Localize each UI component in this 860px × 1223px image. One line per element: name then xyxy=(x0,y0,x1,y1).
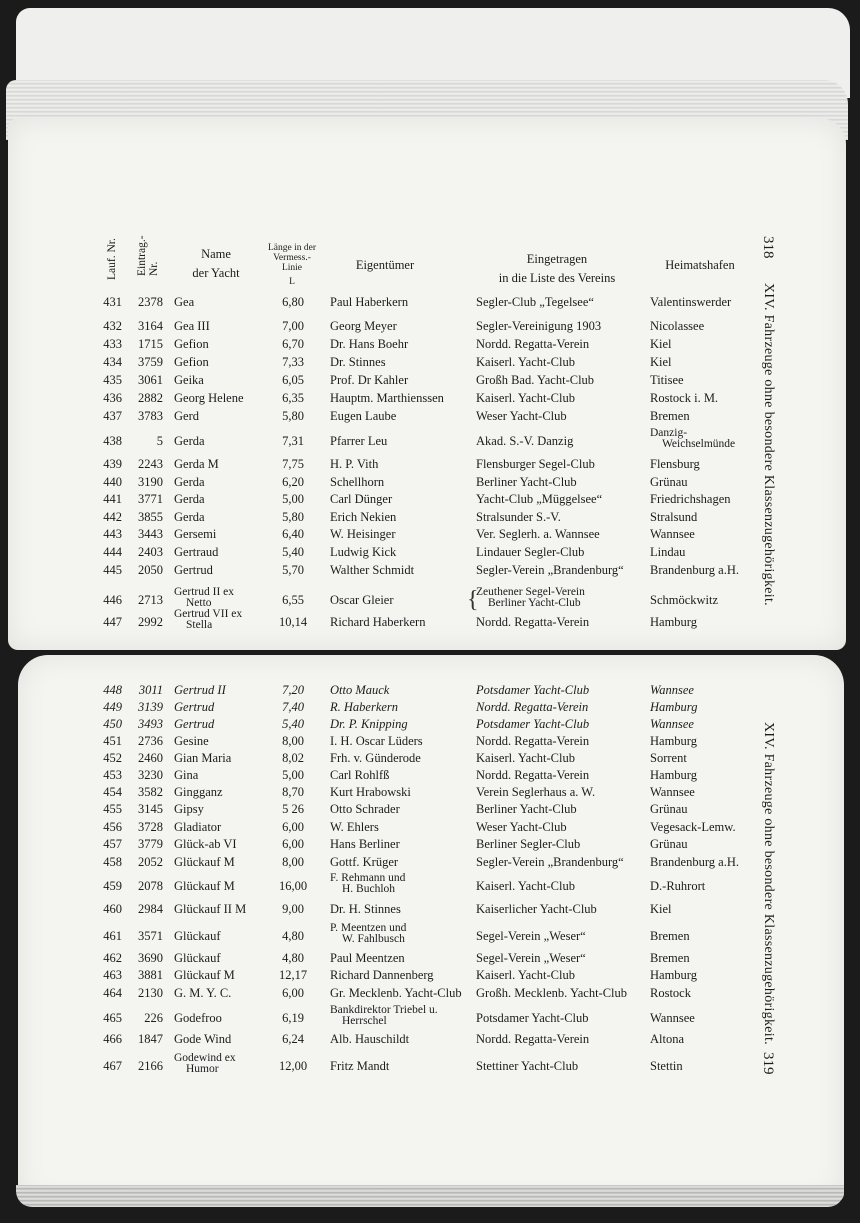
row-owner: Otto Schrader xyxy=(330,802,400,816)
row-lauf-nr: 453 xyxy=(103,768,122,782)
row-home-port: Hamburg xyxy=(650,615,697,629)
row-owner: I. H. Oscar Lüders xyxy=(330,734,423,748)
row-eintrag-nr: 2166 xyxy=(138,1059,163,1073)
header-eigentuemer: Eigentümer xyxy=(355,258,415,272)
row-owner: Eugen Laube xyxy=(330,409,397,423)
row-owner: Dr. H. Stinnes xyxy=(330,902,401,916)
row-lauf-nr: 454 xyxy=(103,785,122,799)
row-lauf-nr: 441 xyxy=(103,492,122,506)
row-length: 9,00 xyxy=(282,902,304,916)
row-length: 8,00 xyxy=(282,855,304,869)
row-eintrag-nr: 3139 xyxy=(138,700,163,714)
row-owner: Hauptm. Marthienssen xyxy=(330,391,444,405)
row-owner: W. Ehlers xyxy=(330,820,379,834)
row-eintrag-nr: 3493 xyxy=(138,717,163,731)
row-lauf-nr: 442 xyxy=(103,510,122,524)
row-yacht-name: Glückauf xyxy=(174,951,221,965)
row-yacht-name: Gertraud xyxy=(174,545,219,559)
row-eintrag-nr: 3230 xyxy=(138,768,163,782)
row-club: Nordd. Regatta-Verein xyxy=(476,615,590,629)
row-club: Nordd. Regatta-Verein xyxy=(476,734,590,748)
row-length: 8,02 xyxy=(282,751,304,765)
row-club: Berliner Segler-Club xyxy=(476,837,581,851)
row-club: Potsdamer Yacht-Club xyxy=(476,717,590,731)
row-length: 12,17 xyxy=(278,968,308,982)
row-lauf-nr: 455 xyxy=(103,802,122,816)
row-owner xyxy=(330,873,405,895)
row-club-line2: Berliner Yacht-Club xyxy=(488,597,581,609)
page-number-319: 319 xyxy=(760,1052,776,1075)
header-name-line1: Name xyxy=(201,247,231,261)
row-owner: Frh. v. Günderode xyxy=(330,751,421,765)
row-owner: Dr. Hans Boehr xyxy=(330,337,409,351)
row-eintrag-nr: 3145 xyxy=(138,802,163,816)
row-yacht-name: Geika xyxy=(174,373,204,387)
row-owner xyxy=(330,923,406,945)
row-yacht-name: Georg Helene xyxy=(174,391,244,405)
row-owner-line1: Bankdirektor Triebel u. xyxy=(330,1004,438,1016)
row-club: Stralsunder S.-V. xyxy=(476,510,561,524)
row-length: 4,80 xyxy=(282,951,304,965)
row-length: 5,00 xyxy=(282,492,304,506)
row-home-port xyxy=(650,428,735,450)
row-lauf-nr: 467 xyxy=(103,1059,122,1073)
row-length: 16,00 xyxy=(278,879,308,893)
row-owner: Dr. Stinnes xyxy=(330,355,386,369)
row-yacht-name: Glückauf II M xyxy=(174,902,247,916)
row-yacht-name: Gipsy xyxy=(174,802,204,816)
row-length: 7,00 xyxy=(282,319,304,333)
row-owner: W. Heisinger xyxy=(330,527,396,541)
row-length: 8,70 xyxy=(282,785,304,799)
row-length: 5,80 xyxy=(282,409,304,423)
row-eintrag-nr: 3759 xyxy=(138,355,163,369)
row-club: Kaiserl. Yacht-Club xyxy=(476,751,575,765)
row-yacht-name-line1: Gertrud II ex xyxy=(174,586,235,598)
row-home-port-line1: Danzig- xyxy=(650,427,688,439)
row-club: Ver. Seglerh. a. Wannsee xyxy=(476,527,600,541)
row-club: Großh Bad. Yacht-Club xyxy=(476,373,595,387)
row-home-port: Kiel xyxy=(650,902,672,916)
row-yacht-name: Gersemi xyxy=(174,527,217,541)
row-eintrag-nr: 2984 xyxy=(138,902,163,916)
row-yacht-name: Glückauf M xyxy=(174,968,235,982)
row-home-port: Stralsund xyxy=(650,510,698,524)
row-length: 6,00 xyxy=(282,837,304,851)
row-yacht-name: Gefion xyxy=(174,355,209,369)
row-owner: Richard Haberkern xyxy=(330,615,426,629)
row-club: Potsdamer Yacht-Club xyxy=(476,683,590,697)
row-eintrag-nr: 1847 xyxy=(138,1032,163,1046)
row-eintrag-nr: 3582 xyxy=(138,785,163,799)
row-yacht-name: Gode Wind xyxy=(174,1032,232,1046)
row-eintrag-nr: 2243 xyxy=(138,457,163,471)
row-eintrag-nr: 3783 xyxy=(138,409,163,423)
row-length: 5,80 xyxy=(282,510,304,524)
row-yacht-name: Gerd xyxy=(174,409,199,423)
row-length: 4,80 xyxy=(282,929,304,943)
row-eintrag-nr: 3855 xyxy=(138,510,163,524)
row-home-port: Kiel xyxy=(650,337,672,351)
row-lauf-nr: 451 xyxy=(103,734,122,748)
row-lauf-nr: 462 xyxy=(103,951,122,965)
row-owner: Gr. Mecklenb. Yacht-Club xyxy=(330,986,462,1000)
row-club: Segler-Verein „Brandenburg“ xyxy=(476,563,624,577)
row-owner-line1: F. Rehmann und xyxy=(330,872,406,884)
row-club-line1: Zeuthener Segel-Verein xyxy=(476,586,585,598)
row-eintrag-nr: 2130 xyxy=(138,986,163,1000)
row-owner: R. Haberkern xyxy=(330,700,399,714)
row-eintrag-nr: 5 xyxy=(156,434,163,448)
row-home-port: Bremen xyxy=(650,929,690,943)
row-home-port: Bremen xyxy=(650,951,690,965)
row-home-port: Friedrichshagen xyxy=(650,492,731,506)
row-owner: Oscar Gleier xyxy=(330,593,394,607)
row-home-port: Hamburg xyxy=(650,700,698,714)
row-yacht-name: Gertrud xyxy=(174,563,213,577)
row-club: Nordd. Regatta-Verein xyxy=(476,768,590,782)
row-length: 6,00 xyxy=(282,820,304,834)
row-eintrag-nr: 3690 xyxy=(138,951,163,965)
row-lauf-nr: 446 xyxy=(103,593,122,607)
header-eingetragen-line1: Eingetragen xyxy=(526,252,588,266)
row-yacht-name: Gefion xyxy=(174,337,209,351)
side-title-top: XIV. Fahrzeuge ohne besondere Klassenzugehörigkeit. xyxy=(761,283,776,606)
row-length: 6,05 xyxy=(282,373,304,387)
row-length: 7,20 xyxy=(282,683,304,697)
row-owner: Ludwig Kick xyxy=(330,545,397,559)
row-club: Großh. Mecklenb. Yacht-Club xyxy=(476,986,628,1000)
header-laenge xyxy=(254,243,330,287)
row-lauf-nr: 459 xyxy=(103,879,122,893)
row-yacht-name: Gertrud II xyxy=(174,683,226,697)
row-lauf-nr: 461 xyxy=(103,929,122,943)
row-lauf-nr: 466 xyxy=(103,1032,122,1046)
row-yacht-name: Gertrud xyxy=(174,717,215,731)
brace-icon: { xyxy=(467,587,479,613)
row-lauf-nr: 431 xyxy=(103,295,122,309)
row-club: Segel-Verein „Weser“ xyxy=(476,951,586,965)
row-length: 6,19 xyxy=(282,1011,304,1025)
row-length: 6,40 xyxy=(282,527,304,541)
row-eintrag-nr: 3443 xyxy=(138,527,163,541)
row-club: Stettiner Yacht-Club xyxy=(476,1059,579,1073)
row-eintrag-nr: 2460 xyxy=(138,751,163,765)
row-yacht-name: Gerda xyxy=(174,492,205,506)
header-laenge-line3: Linie xyxy=(281,263,303,273)
row-eintrag-nr: 3190 xyxy=(138,475,163,489)
row-home-port: Titisee xyxy=(650,373,684,387)
row-home-port: Rostock xyxy=(650,986,691,1000)
row-club: Weser Yacht-Club xyxy=(476,820,567,834)
row-club: Potsdamer Yacht-Club xyxy=(476,1011,589,1025)
row-club: Kaiserl. Yacht-Club xyxy=(476,879,575,893)
row-home-port: Wannsee xyxy=(650,785,695,799)
row-yacht-name: Gea xyxy=(174,295,195,309)
row-owner: Dr. P. Knipping xyxy=(330,717,408,731)
row-owner: Fritz Mandt xyxy=(330,1059,390,1073)
row-home-port: Nicolassee xyxy=(650,319,705,333)
row-yacht-name: Gingganz xyxy=(174,785,223,799)
row-home-port: Wannsee xyxy=(650,527,695,541)
row-lauf-nr: 447 xyxy=(103,615,122,629)
header-name-line2: der Yacht xyxy=(192,266,240,280)
row-eintrag-nr: 2713 xyxy=(138,593,163,607)
row-eintrag-nr: 3164 xyxy=(138,319,163,333)
row-yacht-name: G. M. Y. C. xyxy=(174,986,232,1000)
row-yacht-name-line2: Stella xyxy=(186,619,213,631)
row-lauf-nr: 433 xyxy=(103,337,122,351)
row-home-port: Grünau xyxy=(650,475,688,489)
header-laenge-line1: Länge in der xyxy=(267,243,316,253)
row-length: 6,00 xyxy=(282,986,304,1000)
row-yacht-name-line1: Godewind ex xyxy=(174,1052,236,1064)
row-club: Akad. S.-V. Danzig xyxy=(476,434,574,448)
row-eintrag-nr: 3779 xyxy=(138,837,163,851)
row-owner: Pfarrer Leu xyxy=(330,434,388,448)
row-length: 5,70 xyxy=(282,563,304,577)
row-owner xyxy=(330,1005,438,1027)
row-club: Segel-Verein „Weser“ xyxy=(476,929,586,943)
row-club: Yacht-Club „Müggelsee“ xyxy=(476,492,603,506)
row-yacht-name xyxy=(174,587,234,609)
row-yacht-name-line2: Humor xyxy=(186,1063,219,1075)
row-eintrag-nr: 3881 xyxy=(138,968,163,982)
row-club xyxy=(476,587,585,609)
row-lauf-nr: 438 xyxy=(103,434,122,448)
row-owner: Prof. Dr Kahler xyxy=(330,373,409,387)
header-eingetragen-line2: in die Liste des Vereins xyxy=(498,271,616,285)
row-lauf-nr: 439 xyxy=(103,457,122,471)
row-eintrag-nr: 2403 xyxy=(138,545,163,559)
row-owner: Richard Dannenberg xyxy=(330,968,434,982)
row-eintrag-nr: 2378 xyxy=(138,295,163,309)
row-lauf-nr: 436 xyxy=(103,391,122,405)
row-length: 12,00 xyxy=(278,1059,308,1073)
row-owner: Carl Dünger xyxy=(330,492,393,506)
row-length: 5 26 xyxy=(282,802,304,816)
header-eingetragen xyxy=(472,252,642,286)
row-home-port: Wannsee xyxy=(650,1011,695,1025)
row-yacht-name: Gina xyxy=(174,768,199,782)
row-home-port-line2: Weichselmünde xyxy=(662,438,736,450)
row-home-port: Bremen xyxy=(650,409,690,423)
row-yacht-name: Gerda xyxy=(174,434,205,448)
row-yacht-name-line1: Gertrud VII ex xyxy=(174,608,243,620)
row-club: Flensburger Segel-Club xyxy=(476,457,595,471)
row-owner: Schellhorn xyxy=(330,475,385,489)
row-lauf-nr: 444 xyxy=(103,545,122,559)
row-club: Kaiserl. Yacht-Club xyxy=(476,355,575,369)
row-lauf-nr: 435 xyxy=(103,373,122,387)
row-home-port: Vegesack-Lemw. xyxy=(650,820,736,834)
row-eintrag-nr: 3011 xyxy=(138,683,163,697)
row-eintrag-nr: 2882 xyxy=(138,391,163,405)
header-eintrag: Eintrag.- Nr. xyxy=(136,235,160,276)
row-club: Verein Seglerhaus a. W. xyxy=(476,785,596,799)
row-lauf-nr: 456 xyxy=(103,820,122,834)
row-eintrag-nr: 3571 xyxy=(138,929,163,943)
book-page-stack-bottom xyxy=(16,1185,844,1207)
row-yacht-name xyxy=(174,1053,236,1075)
row-eintrag-nr: 3061 xyxy=(138,373,163,387)
row-length: 6,70 xyxy=(282,337,304,351)
row-club: Lindauer Segler-Club xyxy=(476,545,585,559)
row-owner: Alb. Hauschildt xyxy=(330,1032,410,1046)
row-home-port: Wannsee xyxy=(650,717,694,731)
header-laenge-line4: L xyxy=(289,277,295,287)
row-yacht-name: Glück-ab VI xyxy=(174,837,237,851)
row-club: Berliner Yacht-Club xyxy=(476,475,577,489)
row-owner: Paul Meentzen xyxy=(330,951,405,965)
row-owner: Otto Mauck xyxy=(330,683,390,697)
row-owner: Kurt Hrabowski xyxy=(330,785,411,799)
row-lauf-nr: 449 xyxy=(103,700,122,714)
row-lauf-nr: 463 xyxy=(103,968,122,982)
row-home-port: Lindau xyxy=(650,545,686,559)
row-lauf-nr: 443 xyxy=(103,527,122,541)
row-length: 6,20 xyxy=(282,475,304,489)
row-lauf-nr: 440 xyxy=(103,475,122,489)
row-home-port: Hamburg xyxy=(650,768,697,782)
row-lauf-nr: 450 xyxy=(103,717,122,731)
row-yacht-name: Glückauf M xyxy=(174,855,235,869)
row-home-port: Grünau xyxy=(650,837,688,851)
row-lauf-nr: 460 xyxy=(103,902,122,916)
row-home-port: Valentinswerder xyxy=(650,295,732,309)
row-yacht-name: Gerda xyxy=(174,475,205,489)
row-home-port: Kiel xyxy=(650,355,672,369)
row-lauf-nr: 464 xyxy=(103,986,122,1000)
row-owner: Georg Meyer xyxy=(330,319,397,333)
row-club: Nordd. Regatta-Verein xyxy=(476,1032,590,1046)
row-home-port: Brandenburg a.H. xyxy=(650,563,739,577)
row-home-port: D.-Ruhrort xyxy=(650,879,706,893)
row-club: Segler-Vereinigung 1903 xyxy=(476,319,602,333)
row-lauf-nr: 458 xyxy=(103,855,122,869)
row-eintrag-nr: 3728 xyxy=(138,820,163,834)
row-lauf-nr: 437 xyxy=(103,409,122,423)
row-club: Kaiserl. Yacht-Club xyxy=(476,391,575,405)
row-club: Weser Yacht-Club xyxy=(476,409,567,423)
row-eintrag-nr: 2992 xyxy=(138,615,163,629)
row-eintrag-nr: 2050 xyxy=(138,563,163,577)
row-yacht-name: Gladiator xyxy=(174,820,222,834)
row-owner: Gottf. Krüger xyxy=(330,855,399,869)
row-lauf-nr: 457 xyxy=(103,837,122,851)
row-yacht-name: Gea III xyxy=(174,319,210,333)
row-length: 5,40 xyxy=(282,717,304,731)
row-home-port: Grünau xyxy=(650,802,688,816)
row-eintrag-nr: 2052 xyxy=(138,855,163,869)
row-club: Segler-Verein „Brandenburg“ xyxy=(476,855,624,869)
row-club: Berliner Yacht-Club xyxy=(476,802,577,816)
row-length: 7,75 xyxy=(282,457,304,471)
row-club: Nordd. Regatta-Verein xyxy=(476,700,589,714)
row-owner: Carl Rohlfß xyxy=(330,768,390,782)
row-length: 5,40 xyxy=(282,545,304,559)
side-title-bottom: XIV. Fahrzeuge ohne besondere Klassenzugehörigkeit. xyxy=(761,722,776,1045)
row-yacht-name: Gertrud xyxy=(174,700,215,714)
row-owner-line2: H. Buchloh xyxy=(342,883,396,895)
row-owner-line1: P. Meentzen und xyxy=(330,922,407,934)
row-club: Kaiserlicher Yacht-Club xyxy=(476,902,597,916)
row-owner: Paul Haberkern xyxy=(330,295,409,309)
page-number-318: 318 xyxy=(760,236,776,259)
row-length: 7,40 xyxy=(282,700,304,714)
row-lauf-nr: 432 xyxy=(103,319,122,333)
row-owner-line2: W. Fahlbusch xyxy=(342,933,405,945)
row-length: 6,35 xyxy=(282,391,304,405)
row-lauf-nr: 448 xyxy=(103,683,122,697)
row-eintrag-nr: 226 xyxy=(144,1011,163,1025)
row-club: Segler-Club „Tegelsee“ xyxy=(476,295,594,309)
header-heimatshafen: Heimatshafen xyxy=(665,258,735,272)
row-yacht-name: Gerda M xyxy=(174,457,219,471)
row-home-port: Hamburg xyxy=(650,734,697,748)
row-yacht-name: Gerda xyxy=(174,510,205,524)
header-laenge-line2: Vermess.- xyxy=(273,253,311,263)
row-eintrag-nr: 1715 xyxy=(138,337,163,351)
row-yacht-name: Gesine xyxy=(174,734,209,748)
row-home-port: Stettin xyxy=(650,1059,683,1073)
row-lauf-nr: 434 xyxy=(103,355,122,369)
row-length: 6,80 xyxy=(282,295,304,309)
row-eintrag-nr: 2078 xyxy=(138,879,163,893)
row-club: Kaiserl. Yacht-Club xyxy=(476,968,575,982)
row-home-port: Altona xyxy=(650,1032,685,1046)
row-owner: Hans Berliner xyxy=(330,837,400,851)
header-lauf: Lauf. Nr. xyxy=(106,238,118,280)
row-lauf-nr: 465 xyxy=(103,1011,122,1025)
row-home-port: Rostock i. M. xyxy=(650,391,719,405)
row-home-port: Schmöckwitz xyxy=(650,593,719,607)
row-yacht-name: Glückauf xyxy=(174,929,221,943)
row-yacht-name: Glückauf M xyxy=(174,879,235,893)
row-home-port: Sorrent xyxy=(650,751,687,765)
row-home-port: Hamburg xyxy=(650,968,697,982)
row-yacht-name: Gian Maria xyxy=(174,751,232,765)
row-home-port: Wannsee xyxy=(650,683,694,697)
row-length: 6,24 xyxy=(282,1032,304,1046)
row-owner: Walther Schmidt xyxy=(330,563,415,577)
row-yacht-name xyxy=(174,609,242,631)
row-eintrag-nr: 2736 xyxy=(138,734,163,748)
row-home-port: Flensburg xyxy=(650,457,700,471)
row-lauf-nr: 445 xyxy=(103,563,122,577)
row-length: 8,00 xyxy=(282,734,304,748)
row-lauf-nr: 452 xyxy=(103,751,122,765)
row-length: 7,31 xyxy=(282,434,304,448)
row-yacht-name: Godefroo xyxy=(174,1011,222,1025)
row-home-port: Brandenburg a.H. xyxy=(650,855,739,869)
row-owner: Erich Nekien xyxy=(330,510,397,524)
row-club: Nordd. Regatta-Verein xyxy=(476,337,590,351)
row-eintrag-nr: 3771 xyxy=(138,492,163,506)
row-owner: H. P. Vith xyxy=(330,457,379,471)
row-length: 7,33 xyxy=(282,355,304,369)
row-yacht-name-line2: Netto xyxy=(186,597,212,609)
row-owner-line2: Herrschel xyxy=(342,1015,387,1027)
row-length: 6,55 xyxy=(282,593,304,607)
header-name xyxy=(176,247,256,281)
row-length: 10,14 xyxy=(278,615,308,629)
row-length: 5,00 xyxy=(282,768,304,782)
